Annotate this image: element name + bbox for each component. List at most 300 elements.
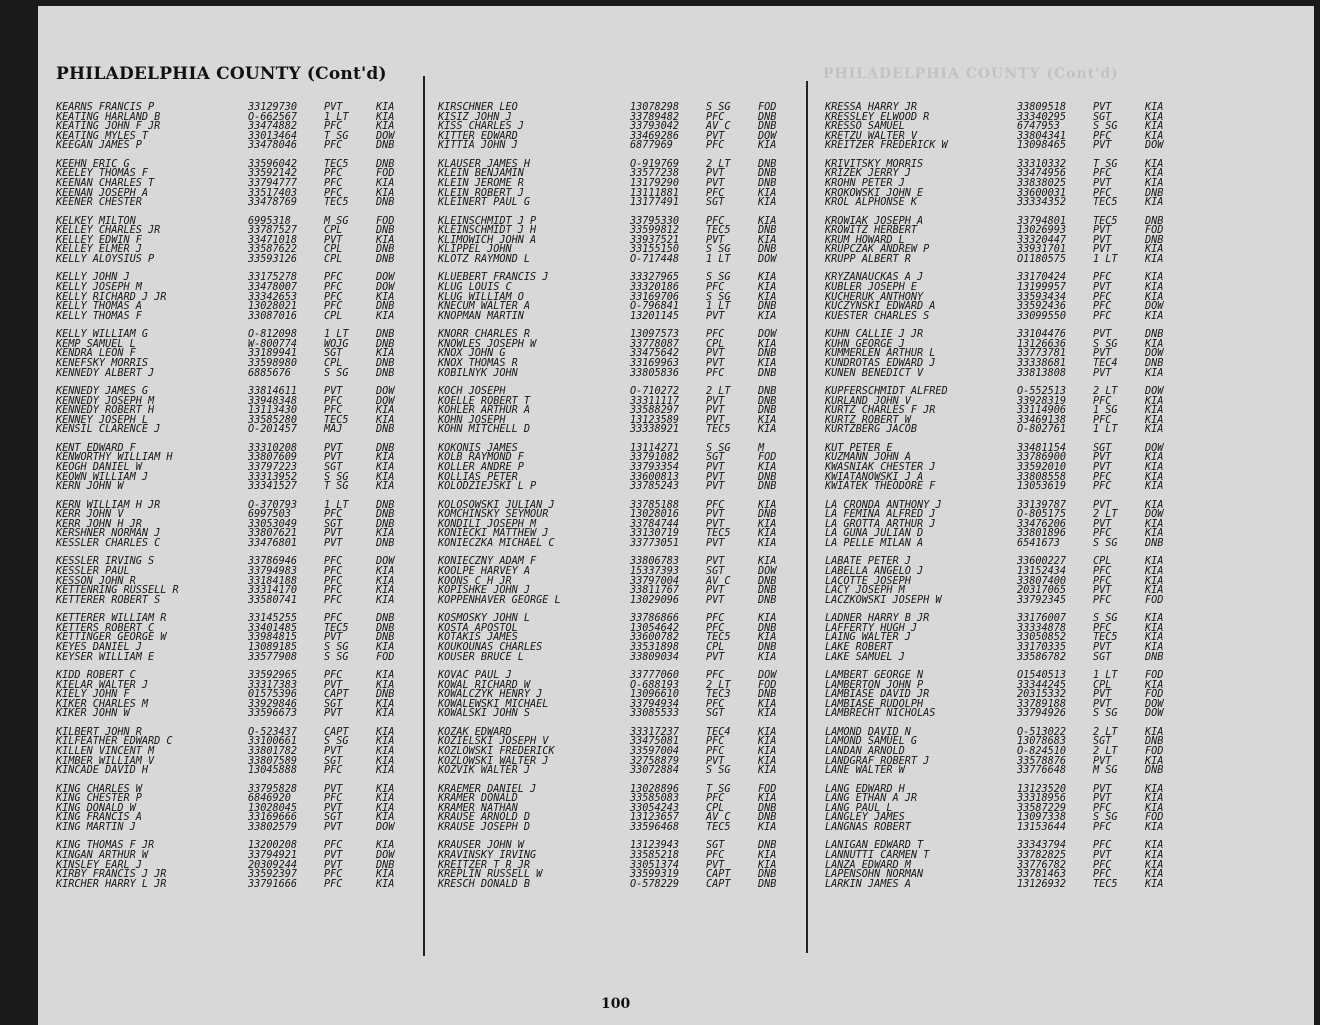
roster-group bbox=[56, 841, 416, 898]
roster-entry bbox=[56, 766, 416, 776]
rank: PVT bbox=[324, 528, 343, 540]
soldier-name: KEOGH DANIEL W bbox=[56, 461, 142, 473]
soldier-name: KELLEY EDWIN F bbox=[56, 234, 142, 246]
roster-group bbox=[56, 501, 416, 558]
soldier-name: KEATING JOHN F JR bbox=[56, 121, 161, 133]
soldier-name: KEMP SAMUEL L bbox=[56, 338, 136, 350]
soldier-name: KRESSO SAMUEL bbox=[825, 121, 905, 133]
casualty-status: DOW bbox=[376, 130, 395, 142]
soldier-name: KUNEN BENEDICT V bbox=[825, 367, 924, 379]
rank: PVT bbox=[706, 859, 725, 871]
casualty-status: FOD bbox=[758, 783, 777, 795]
casualty-status: KIA bbox=[758, 140, 777, 152]
roster-entry bbox=[438, 539, 798, 549]
serial-number: 33791082 bbox=[630, 452, 680, 464]
serial-number: 33130719 bbox=[630, 528, 680, 540]
serial-number: 33476801 bbox=[248, 537, 298, 549]
roster-group bbox=[438, 160, 798, 217]
rank: PVT bbox=[706, 518, 725, 530]
rank: S SG bbox=[1093, 537, 1118, 549]
serial-number: 33475081 bbox=[630, 736, 680, 748]
casualty-status: DNB bbox=[758, 622, 777, 634]
roster-group bbox=[825, 557, 1185, 614]
soldier-name: LABELLA ANGELO J bbox=[825, 565, 924, 577]
rank: TEC5 bbox=[324, 158, 349, 170]
soldier-name: KOONS C H JR bbox=[438, 575, 512, 587]
rank: PFC bbox=[324, 575, 343, 587]
roster-group bbox=[438, 103, 798, 160]
rank: TEC5 bbox=[706, 821, 731, 833]
soldier-name: LACY JOSEPH M bbox=[825, 585, 905, 597]
rank: PVT bbox=[1093, 499, 1112, 511]
serial-number: 33814611 bbox=[248, 385, 298, 397]
rank: PFC bbox=[1093, 859, 1112, 871]
serial-number: 33773781 bbox=[1017, 348, 1067, 360]
roster-group bbox=[56, 785, 416, 842]
rank: PFC bbox=[1093, 622, 1112, 634]
serial-number: 13111881 bbox=[630, 187, 680, 199]
serial-number: 33310332 bbox=[1017, 158, 1067, 170]
serial-number: 33478769 bbox=[248, 197, 298, 209]
casualty-status: KIA bbox=[758, 357, 777, 369]
soldier-name: KOKONIS JAMES bbox=[438, 442, 518, 454]
casualty-status: KIA bbox=[1145, 622, 1164, 634]
rank: PFC bbox=[324, 594, 343, 606]
casualty-status: KIA bbox=[1145, 405, 1164, 417]
soldier-name: KESSLER PAUL bbox=[56, 565, 130, 577]
casualty-status: KIA bbox=[1145, 726, 1164, 738]
rank: SGT bbox=[706, 565, 725, 577]
soldier-name: KOLODZIEJSKI L P bbox=[438, 481, 537, 493]
serial-number: 33318956 bbox=[1017, 793, 1067, 805]
soldier-name: KEYES DANIEL J bbox=[56, 641, 142, 653]
serial-number: 33189941 bbox=[248, 348, 298, 360]
rank: CAPT bbox=[324, 689, 349, 701]
casualty-status: DOW bbox=[1145, 301, 1164, 313]
casualty-status: DNB bbox=[376, 301, 395, 313]
rank: TEC5 bbox=[324, 414, 349, 426]
serial-number: 33050852 bbox=[1017, 632, 1067, 644]
rank: T SG bbox=[324, 130, 349, 142]
rank: PVT bbox=[324, 783, 343, 795]
roster-entry bbox=[825, 198, 1185, 208]
rank: PFC bbox=[324, 509, 343, 521]
serial-number: 13098465 bbox=[1017, 140, 1067, 152]
serial-number: 33808558 bbox=[1017, 471, 1067, 483]
serial-number: 6747953 bbox=[1017, 121, 1060, 133]
casualty-status: KIA bbox=[1145, 291, 1164, 303]
casualty-status: KIA bbox=[758, 424, 777, 436]
soldier-name: KOZAK EDWARD bbox=[438, 726, 512, 738]
rank: PFC bbox=[1093, 802, 1112, 814]
rank: PFC bbox=[1093, 481, 1112, 493]
casualty-status: KIA bbox=[758, 793, 777, 805]
rank: 1 LT bbox=[1093, 669, 1118, 681]
serial-number: 33592142 bbox=[248, 168, 298, 180]
soldier-name: KEENAN CHARLES T bbox=[56, 177, 155, 189]
casualty-status: DNB bbox=[758, 158, 777, 170]
rank: PVT bbox=[1093, 225, 1112, 237]
rank: PVT bbox=[1093, 367, 1112, 379]
casualty-status: KIA bbox=[758, 755, 777, 767]
serial-number: O-919769 bbox=[630, 158, 680, 170]
soldier-name: KETTERER WILLIAM R bbox=[56, 613, 167, 625]
soldier-name: KISIZ JOHN J bbox=[438, 111, 512, 123]
casualty-status: DNB bbox=[376, 329, 395, 341]
soldier-name: KING MARTIN J bbox=[56, 821, 136, 833]
roster-group bbox=[56, 444, 416, 501]
serial-number: 33596042 bbox=[248, 158, 298, 170]
casualty-status: DNB bbox=[1145, 187, 1164, 199]
rank: SGT bbox=[324, 698, 343, 710]
casualty-status: KIA bbox=[376, 765, 395, 777]
rank: TEC5 bbox=[706, 424, 731, 436]
soldier-name: KRESSA HARRY JR bbox=[825, 102, 918, 113]
roster-group bbox=[438, 387, 798, 444]
casualty-status: KIA bbox=[376, 698, 395, 710]
roster-group bbox=[438, 841, 798, 898]
casualty-status: FOD bbox=[376, 168, 395, 180]
casualty-status: DNB bbox=[758, 509, 777, 521]
serial-number: 33013464 bbox=[248, 130, 298, 142]
casualty-status: KIA bbox=[376, 121, 395, 133]
serial-number: 33327965 bbox=[630, 272, 680, 284]
casualty-status: KIA bbox=[1145, 471, 1164, 483]
roster-entry bbox=[56, 312, 416, 322]
serial-number: 6877969 bbox=[630, 140, 673, 152]
serial-number: 13029096 bbox=[630, 594, 680, 606]
rank: PVT bbox=[1093, 689, 1112, 701]
soldier-name: KOZLOWSKI FREDERICK bbox=[438, 745, 555, 757]
soldier-name: KUESTER CHARLES S bbox=[825, 310, 930, 322]
serial-number: 20315332 bbox=[1017, 689, 1067, 701]
casualty-status: DNB bbox=[376, 859, 395, 871]
rank: S SG bbox=[1093, 121, 1118, 133]
casualty-status: DOW bbox=[1145, 442, 1164, 454]
rank: PFC bbox=[706, 329, 725, 341]
serial-number: 33344245 bbox=[1017, 679, 1067, 691]
serial-number: O-662567 bbox=[248, 111, 298, 123]
rank: M SG bbox=[1093, 765, 1118, 777]
rank: PFC bbox=[1093, 414, 1112, 426]
rank: PFC bbox=[324, 168, 343, 180]
soldier-name: KLUG WILLIAM O bbox=[438, 291, 524, 303]
casualty-status: DNB bbox=[758, 641, 777, 653]
serial-number: 33802579 bbox=[248, 821, 298, 833]
serial-number: 33794926 bbox=[1017, 708, 1067, 720]
serial-number: 33778087 bbox=[630, 338, 680, 350]
roster-entry bbox=[825, 482, 1185, 492]
serial-number: 33781463 bbox=[1017, 869, 1067, 881]
casualty-status: DNB bbox=[758, 594, 777, 606]
soldier-name: KRAVINSKY IRVING bbox=[438, 849, 537, 861]
casualty-status: KIA bbox=[758, 708, 777, 720]
rank: S SG bbox=[706, 765, 731, 777]
column-divider bbox=[806, 81, 808, 953]
casualty-status: KIA bbox=[376, 594, 395, 606]
serial-number: 33145255 bbox=[248, 613, 298, 625]
soldier-name: KENNEDY ROBERT H bbox=[56, 405, 155, 417]
rank: PVT bbox=[706, 357, 725, 369]
soldier-name: LA PELLE MILAN A bbox=[825, 537, 924, 549]
roster-entry bbox=[438, 255, 798, 265]
casualty-status: DNB bbox=[758, 471, 777, 483]
rank: CAPT bbox=[706, 878, 731, 890]
soldier-name: KEATING HARLAND B bbox=[56, 111, 161, 123]
rank: SGT bbox=[1093, 736, 1112, 748]
rank: CPL bbox=[324, 244, 343, 256]
roster-entry bbox=[438, 766, 798, 776]
rank: 1 LT bbox=[706, 301, 731, 313]
rank: PFC bbox=[324, 395, 343, 407]
serial-number: 33588297 bbox=[630, 405, 680, 417]
soldier-name: KOBILNYK JOHN bbox=[438, 367, 518, 379]
serial-number: 13089185 bbox=[248, 641, 298, 653]
soldier-name: KOSMOSKY JOHN L bbox=[438, 613, 531, 625]
casualty-status: DNB bbox=[758, 385, 777, 397]
rank: SGT bbox=[706, 197, 725, 209]
roster-group bbox=[825, 728, 1185, 785]
serial-number: 33804341 bbox=[1017, 130, 1067, 142]
serial-number: 33789188 bbox=[1017, 698, 1067, 710]
soldier-name: KOLB RAYMOND F bbox=[438, 452, 524, 464]
soldier-name: KRAUSER JOHN W bbox=[438, 840, 524, 852]
rank: PVT bbox=[706, 481, 725, 493]
serial-number: 33807609 bbox=[248, 452, 298, 464]
rank: CAPT bbox=[324, 726, 349, 738]
casualty-status: DNB bbox=[376, 442, 395, 454]
casualty-status: KIA bbox=[376, 745, 395, 757]
serial-number: 13028045 bbox=[248, 802, 298, 814]
soldier-name: KELKEY MILTON bbox=[56, 215, 136, 227]
soldier-name: LAMOND SAMUEL G bbox=[825, 736, 918, 748]
soldier-name: LANGNAS ROBERT bbox=[825, 821, 911, 833]
casualty-status: DNB bbox=[376, 613, 395, 625]
roster-entry bbox=[438, 425, 798, 435]
roster-entry bbox=[56, 482, 416, 492]
serial-number: O1540513 bbox=[1017, 669, 1067, 681]
rank: SGT bbox=[706, 708, 725, 720]
casualty-status: KIA bbox=[376, 793, 395, 805]
rank: PVT bbox=[706, 461, 725, 473]
rank: SGT bbox=[706, 452, 725, 464]
serial-number: W-800774 bbox=[248, 338, 298, 350]
soldier-name: KENEFSKY MORRIS bbox=[56, 357, 149, 369]
roster-entry bbox=[438, 198, 798, 208]
soldier-name: KITTER EDWARD bbox=[438, 130, 518, 142]
rank: PFC bbox=[1093, 594, 1112, 606]
casualty-status: KIA bbox=[376, 575, 395, 587]
casualty-status: KIA bbox=[758, 338, 777, 350]
soldier-name: KRESSLEY ELWOOD R bbox=[825, 111, 930, 123]
serial-number: 13028016 bbox=[630, 509, 680, 521]
rank: PVT bbox=[324, 442, 343, 454]
serial-number: 13123520 bbox=[1017, 783, 1067, 795]
rank: PVT bbox=[706, 414, 725, 426]
rank: PFC bbox=[324, 840, 343, 852]
casualty-status: KIA bbox=[1145, 821, 1164, 833]
serial-number: O-710272 bbox=[630, 385, 680, 397]
rank: PFC bbox=[1093, 471, 1112, 483]
casualty-status: DNB bbox=[758, 878, 777, 890]
casualty-status: KIA bbox=[376, 783, 395, 795]
serial-number: 33599319 bbox=[630, 869, 680, 881]
serial-number: 33471018 bbox=[248, 234, 298, 246]
soldier-name: KILFEATHER EDWARD C bbox=[56, 736, 173, 748]
rank: TEC4 bbox=[706, 726, 731, 738]
serial-number: 33340295 bbox=[1017, 111, 1067, 123]
serial-number: 33155150 bbox=[630, 244, 680, 256]
serial-number: 33793042 bbox=[630, 121, 680, 133]
rank: PFC bbox=[324, 878, 343, 890]
casualty-status: DOW bbox=[758, 329, 777, 341]
rank: TEC5 bbox=[324, 622, 349, 634]
rank: WOJG bbox=[324, 338, 349, 350]
rank: PVT bbox=[706, 556, 725, 568]
casualty-status: KIA bbox=[376, 348, 395, 360]
soldier-name: KRAUSE ARNOLD D bbox=[438, 812, 531, 824]
soldier-name: KUPFERSCHMIDT ALFRED bbox=[825, 385, 948, 397]
casualty-status: KIA bbox=[1145, 585, 1164, 597]
rank: PFC bbox=[706, 736, 725, 748]
soldier-name: KING CHESTER P bbox=[56, 793, 142, 805]
soldier-name: LARKIN JAMES A bbox=[825, 878, 911, 890]
soldier-name: KESSON JOHN R bbox=[56, 575, 136, 587]
soldier-name: KLAUSER JAMES H bbox=[438, 158, 531, 170]
serial-number: 33578876 bbox=[1017, 755, 1067, 767]
soldier-name: KLEINSCHMIDT J P bbox=[438, 215, 537, 227]
casualty-status: KIA bbox=[1145, 253, 1164, 265]
soldier-name: KROL ALPHONSE K bbox=[825, 197, 918, 209]
casualty-status: KIA bbox=[758, 859, 777, 871]
serial-number: 33342653 bbox=[248, 291, 298, 303]
soldier-name: KING CHARLES W bbox=[56, 783, 142, 795]
rank: PVT bbox=[1093, 461, 1112, 473]
soldier-name: KLEIN JEROME R bbox=[438, 177, 524, 189]
soldier-name: KELLY THOMAS A bbox=[56, 301, 142, 313]
soldier-name: KIRSCHNER LEO bbox=[438, 102, 518, 113]
serial-number: 33587622 bbox=[248, 244, 298, 256]
casualty-status: KIA bbox=[376, 878, 395, 890]
rank: PVT bbox=[1093, 793, 1112, 805]
casualty-status: DNB bbox=[1145, 215, 1164, 227]
soldier-name: KIKER JOHN W bbox=[56, 708, 130, 720]
rank: PFC bbox=[706, 849, 725, 861]
rank: PFC bbox=[1093, 395, 1112, 407]
serial-number: 33600813 bbox=[630, 471, 680, 483]
serial-number: 33795828 bbox=[248, 783, 298, 795]
soldier-name: KRETZU WALTER V bbox=[825, 130, 918, 142]
soldier-name: KERN JOHN W bbox=[56, 481, 124, 493]
serial-number: 33811767 bbox=[630, 585, 680, 597]
casualty-status: KIA bbox=[1145, 367, 1164, 379]
soldier-name: KIDD ROBERT C bbox=[56, 669, 136, 681]
roster-group bbox=[56, 728, 416, 785]
rank: PVT bbox=[706, 177, 725, 189]
roster-entry bbox=[825, 709, 1185, 719]
rank: CPL bbox=[706, 338, 725, 350]
rank: PVT bbox=[1093, 518, 1112, 530]
serial-number: 33777060 bbox=[630, 669, 680, 681]
rank: PVT bbox=[324, 537, 343, 549]
casualty-status: KIA bbox=[376, 291, 395, 303]
soldier-name: KUZMANN JOHN A bbox=[825, 452, 911, 464]
serial-number: 33592436 bbox=[1017, 301, 1067, 313]
serial-number: 33797223 bbox=[248, 461, 298, 473]
soldier-name: KOHN MITCHELL D bbox=[438, 424, 531, 436]
serial-number: 33170424 bbox=[1017, 272, 1067, 284]
rank: SGT bbox=[1093, 111, 1112, 123]
soldier-name: KROKOWSKI JOHN E bbox=[825, 187, 924, 199]
roster-entry bbox=[825, 312, 1185, 322]
rank: 1 LT bbox=[324, 329, 349, 341]
soldier-name: KUCZYNSKI EDWARD A bbox=[825, 301, 936, 313]
serial-number: 33801782 bbox=[248, 745, 298, 757]
serial-number: 33585218 bbox=[630, 849, 680, 861]
casualty-status: KIA bbox=[758, 272, 777, 284]
serial-number: 33087016 bbox=[248, 310, 298, 322]
rank: PFC bbox=[324, 765, 343, 777]
soldier-name: KOWALCZYK HENRY J bbox=[438, 689, 543, 701]
soldier-name: KENNEDY JAMES G bbox=[56, 385, 149, 397]
casualty-status: KIA bbox=[758, 187, 777, 199]
casualty-status: KIA bbox=[758, 745, 777, 757]
soldier-name: KROHN PETER J bbox=[825, 177, 905, 189]
rank: S SG bbox=[1093, 613, 1118, 625]
roster-entry bbox=[825, 880, 1185, 890]
casualty-status: DNB bbox=[758, 168, 777, 180]
soldier-name: LAPENSOHN NORMAN bbox=[825, 869, 924, 881]
soldier-name: KLIMOWICH JOHN A bbox=[438, 234, 537, 246]
soldier-name: KNOX THOMAS R bbox=[438, 357, 518, 369]
rank: PVT bbox=[324, 745, 343, 757]
casualty-status: KIA bbox=[1145, 272, 1164, 284]
soldier-name: KRUPP ALBERT R bbox=[825, 253, 911, 265]
rank: CPL bbox=[706, 802, 725, 814]
casualty-status: KIA bbox=[1145, 518, 1164, 530]
casualty-status: M bbox=[758, 442, 765, 454]
soldier-name: KELLY WILLIAM G bbox=[56, 329, 149, 341]
soldier-name: KENSIL CLARENCE J bbox=[56, 424, 161, 436]
rank: M SG bbox=[324, 215, 349, 227]
casualty-status: KIA bbox=[1145, 111, 1164, 123]
serial-number: 33807400 bbox=[1017, 575, 1067, 587]
casualty-status: KIA bbox=[1145, 575, 1164, 587]
casualty-status: DOW bbox=[376, 821, 395, 833]
serial-number: 33100661 bbox=[248, 736, 298, 748]
soldier-name: KLEIN ROBERT J bbox=[438, 187, 524, 199]
soldier-name: KWASNIAK CHESTER J bbox=[825, 461, 936, 473]
serial-number: 33314170 bbox=[248, 585, 298, 597]
soldier-name: LANIGAN EDWARD T bbox=[825, 840, 924, 852]
rank: PVT bbox=[1093, 281, 1112, 293]
casualty-status: DNB bbox=[376, 253, 395, 265]
soldier-name: LAMBERTON JOHN P bbox=[825, 679, 924, 691]
soldier-name: KISS CHARLES J bbox=[438, 121, 524, 133]
serial-number: O-513022 bbox=[1017, 726, 1067, 738]
rank: PVT bbox=[706, 310, 725, 322]
casualty-status: DNB bbox=[376, 518, 395, 530]
casualty-status: DNB bbox=[1145, 234, 1164, 246]
casualty-status: KIA bbox=[1145, 121, 1164, 133]
casualty-status: KIA bbox=[758, 651, 777, 663]
serial-number: 13114271 bbox=[630, 442, 680, 454]
casualty-status: KIA bbox=[376, 481, 395, 493]
casualty-status: KIA bbox=[376, 310, 395, 322]
serial-number: O-802761 bbox=[1017, 424, 1067, 436]
rank: PFC bbox=[324, 291, 343, 303]
rank: S SG bbox=[1093, 708, 1118, 720]
